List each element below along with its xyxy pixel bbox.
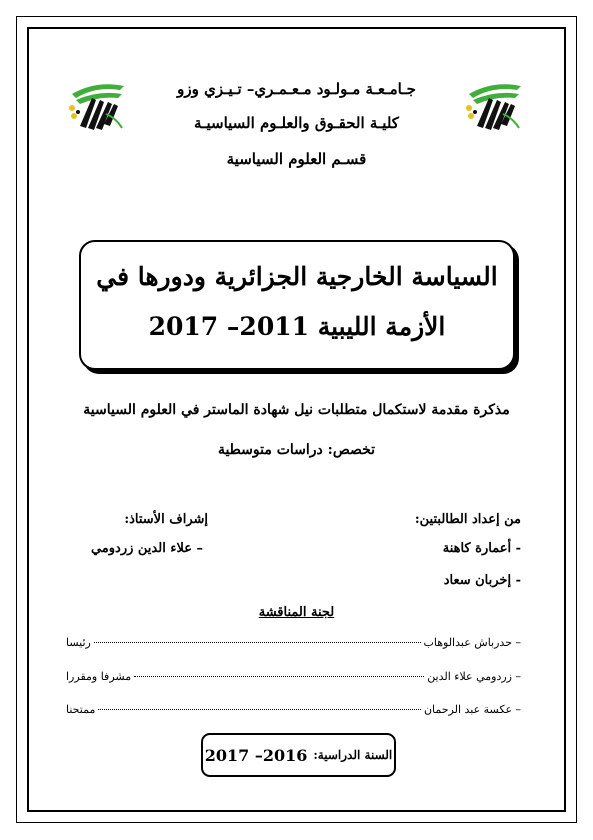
inner-border [27, 27, 566, 812]
committee-member [66, 636, 521, 649]
faculty-name: كليـة الحقـوق والعلـوم السياسيـة [194, 114, 399, 132]
academic-year-label: السنة الدراسية: [313, 748, 393, 762]
university-name: جـامـعـة مـولـود مـعـمـري– تـيـزي وزو [177, 80, 416, 98]
dotted-leader [98, 709, 421, 710]
supervisor-name: – علاء الدين زردومي [90, 541, 203, 556]
supervision-label: إشراف الأستاذ: [124, 512, 208, 527]
specialization: تخصص: دراسات متوسطية [217, 442, 376, 458]
committee-member [66, 670, 521, 683]
title-box [79, 240, 515, 370]
member-name: – حدرباش عبدالوهاب [423, 636, 521, 649]
department-name: قسـم العلوم السياسية [226, 150, 367, 168]
dotted-leader [134, 676, 424, 677]
committee-title: لجنة المناقشة [258, 605, 335, 620]
thesis-title-line2: الأزمة الليبية 2011– 2017 [148, 312, 446, 341]
academic-year-box [201, 733, 396, 777]
student-name: - أعمارة كاهنة [442, 541, 521, 556]
member-role: مشرفا ومقررا [66, 670, 132, 683]
memo-purpose: مذكرة مقدمة لاستكمال متطلبات نيل شهادة الماستر في العلوم السياسية [83, 402, 510, 418]
academic-year-value: 2016– 2017 [204, 745, 308, 765]
dotted-leader [94, 642, 421, 643]
student-name: - إخربان سعاد [443, 573, 521, 588]
preparation-label: من إعداد الطالبتين: [414, 512, 521, 527]
committee-member [66, 703, 521, 716]
member-name: – عكسة عبد الرحمان [423, 703, 521, 716]
member-name: – زردومي علاء الدين [427, 670, 521, 683]
member-role: ممتحنا [66, 703, 96, 716]
thesis-title-line1: السياسة الخارجية الجزائرية ودورها في [96, 262, 498, 291]
member-role: رئيسا [66, 636, 91, 649]
